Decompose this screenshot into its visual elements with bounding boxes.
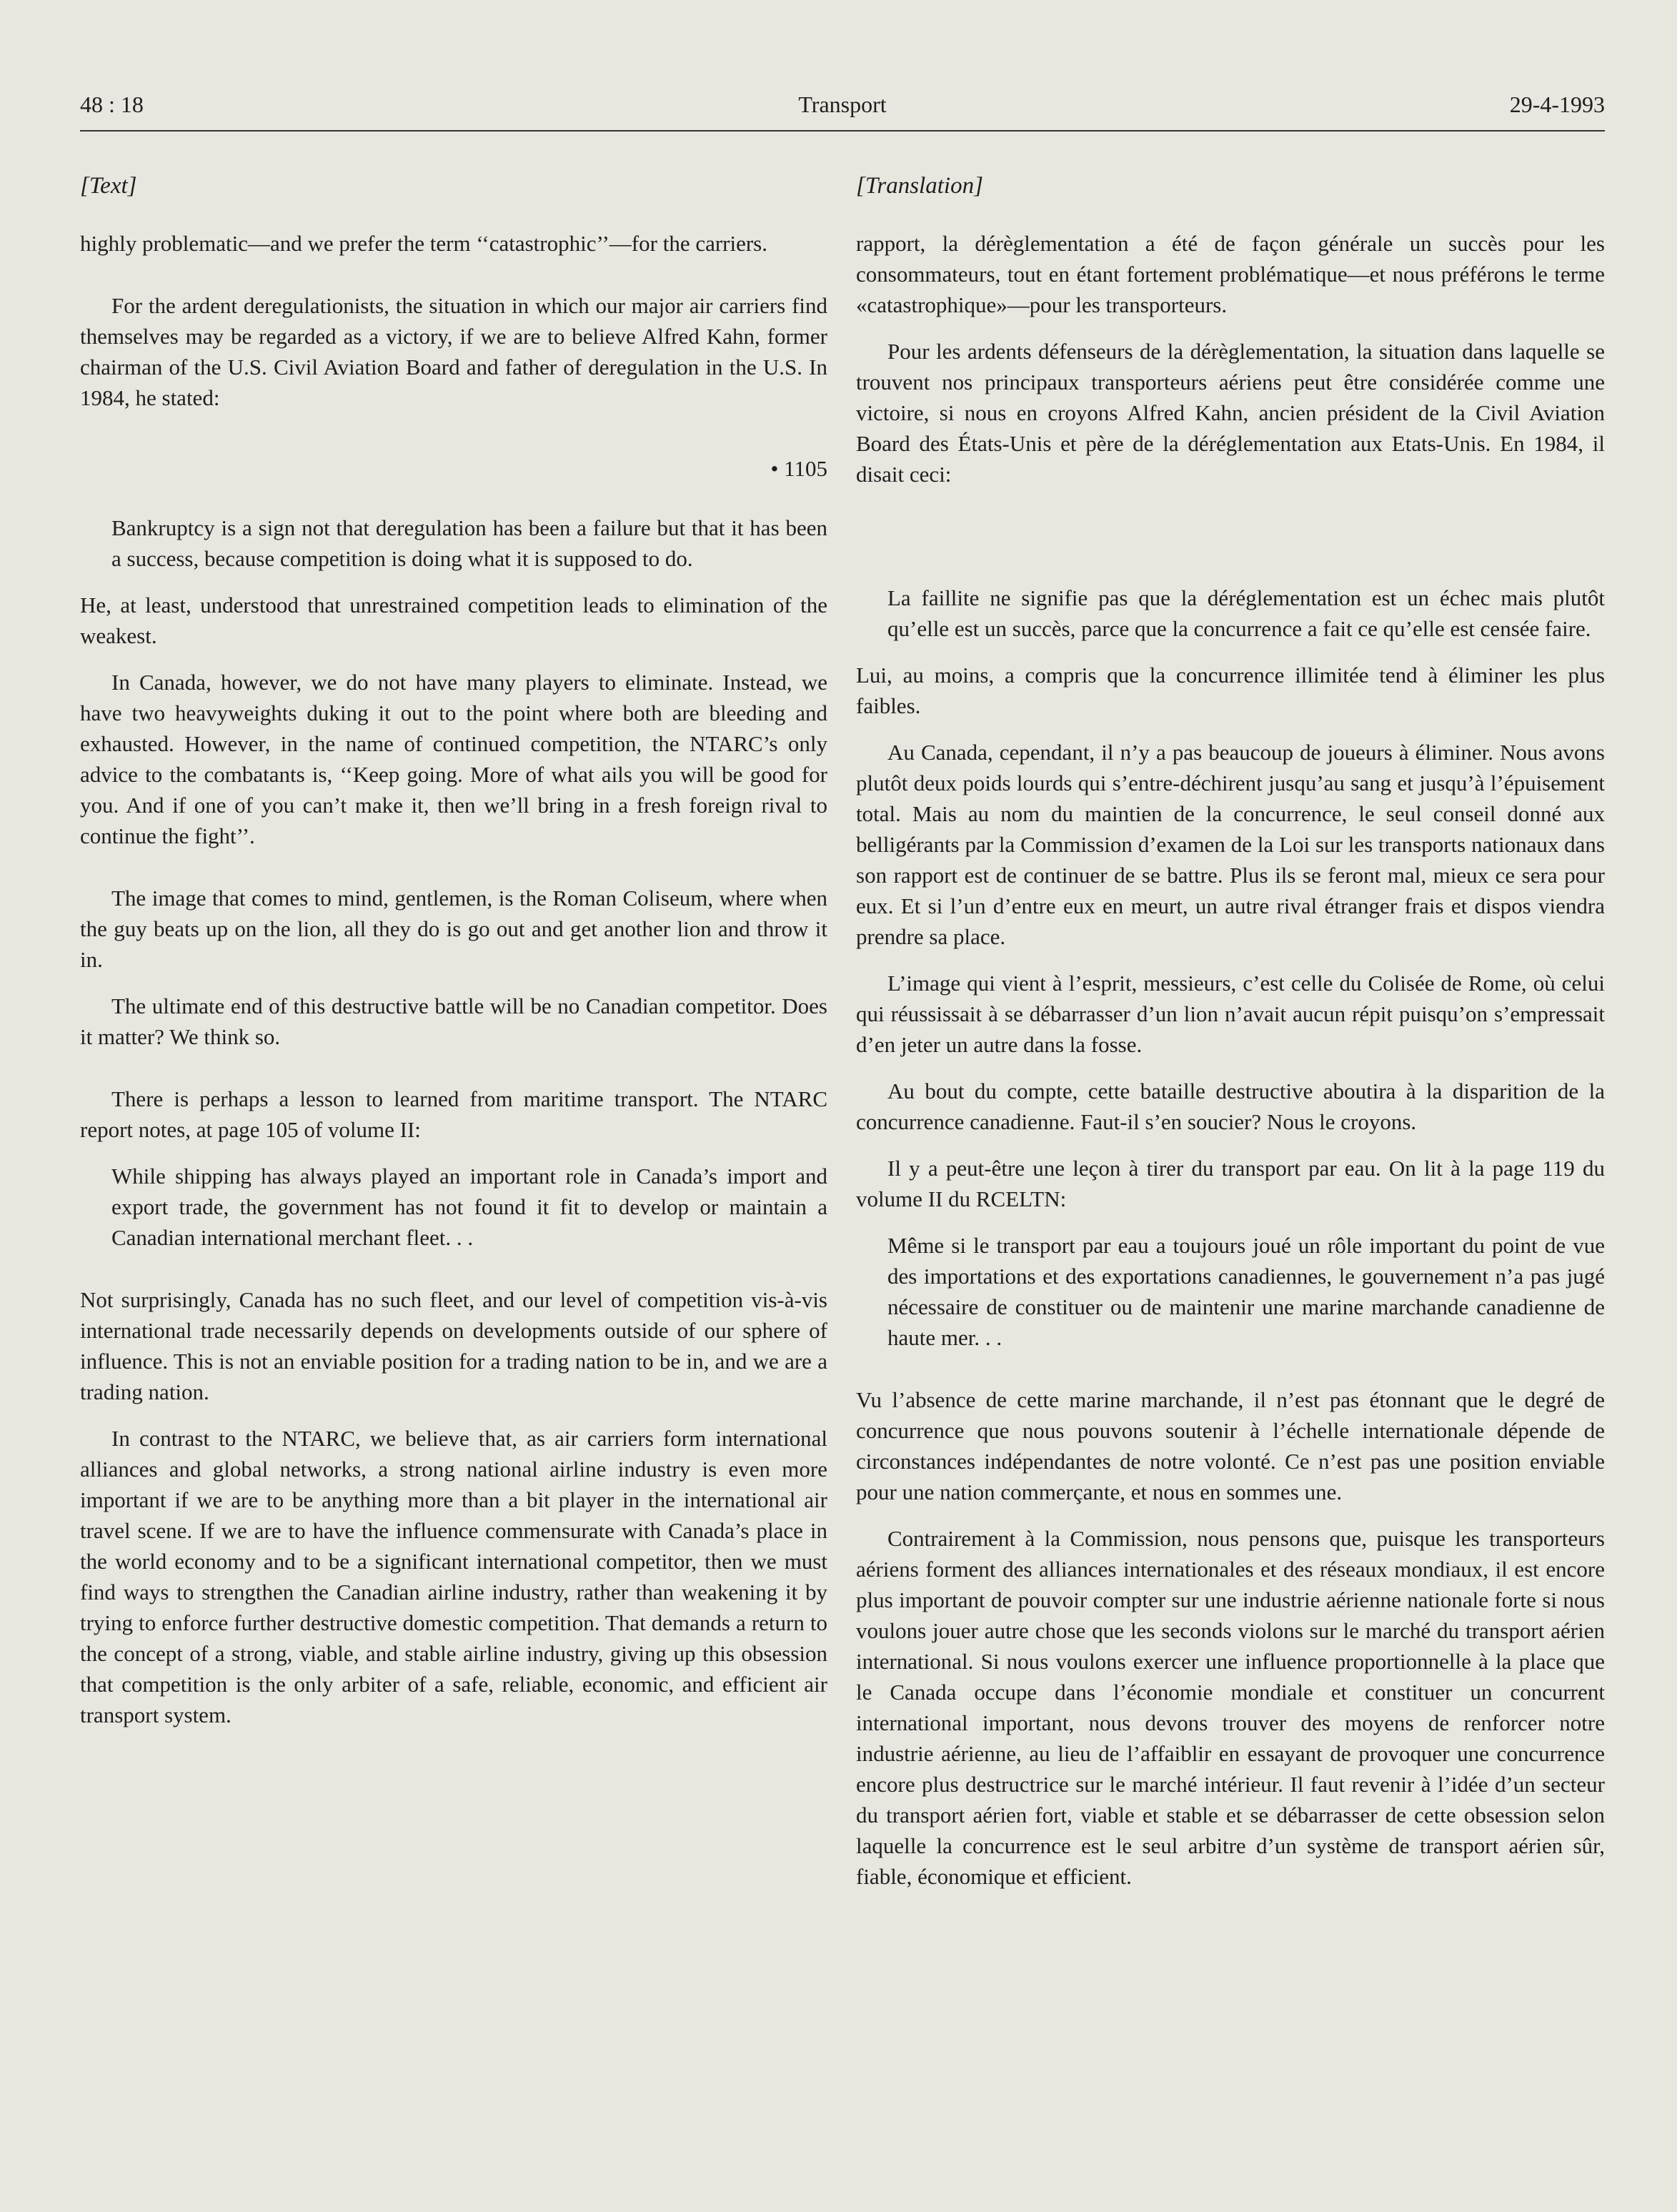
time-marker: • 1105 — [770, 456, 827, 481]
paragraph: Contrairement à la Commission, nous pensons que, puisque les transporteurs aériens forment des alliances internationales et des réseaux mondiaux, il est encore plus important de pouvoir compter sur une industrie aérienne nationale forte si nous voulons jouer autre chose que les seconds violons sur le marché du transport aérien international. Si nous voulons exercer une influence proportionnelle à la place que le Canada occupe dans l’économie mondiale et constituer un concurrent international important, nous devons trouver des moyens de renforcer notre industrie aérienne, au lieu de l’affaiblir en essayant de provoquer une concurrence encore plus destructrice sur le marché intérieur. Il faut revenir à l’idée d’un secteur du transport aérien fort, viable et stable et se débarrasser de cette obsession selon laquelle la concurrence est le seul arbitre d’un système de transport aérien sûr, fiable, économique et efficient. — [856, 1526, 1605, 1889]
paragraph: The image that comes to mind, gentlemen, is the Roman Coliseum, where when the guy beats up on the lion, all they do is go out and get another lion and throw it in. — [80, 886, 827, 972]
paragraph: highly problematic—and we prefer the term ‘‘catastrophic’’—for the carriers. — [80, 231, 767, 256]
paragraph: Au bout du compte, cette bataille destructive aboutira à la disparition de la concurrence canadienne. Faut-il s’en soucier? Nous le croyons. — [856, 1078, 1605, 1134]
quotation: Bankruptcy is a sign not that deregulation has been a failure but that it has been a success, because competition is doing what it is supposed to do. — [111, 515, 827, 571]
paragraph: Lui, au moins, a compris que la concurrence illimitée tend à éliminer les plus faibles. — [856, 663, 1605, 718]
paragraph: For the ardent deregulationists, the situation in which our major air carriers find themselves may be regarded as a victory, if we are to believe Alfred Kahn, former chairman of the U.S. Civil Aviation Board and father of deregulation in the U.S. In 1984, he stated: — [80, 293, 827, 410]
column-label-text: [Text] — [80, 173, 137, 199]
page-number: 48 : 18 — [80, 91, 144, 117]
paragraph: rapport, la dérèglementation a été de façon générale un succès pour les consommateurs, tout en étant fortement problématique—et nous préférons le terme «catastrophique»—pour les transporteurs. — [856, 231, 1605, 317]
header-date: 29-4-1993 — [1509, 91, 1605, 117]
paragraph: Au Canada, cependant, il n’y a pas beaucoup de joueurs à éliminer. Nous avons plutôt deux poids lourds qui s’entre-déchirent jusqu’au sang et jusqu’à l’épuisement total. Mais au nom du maintien de la concurrence, le seul conseil donné aux belligérants par la Commission d’examen de la Loi sur les transports nationaux dans son rapport est de continuer de se battre. Plus ils se feront mal, mieux ce sera pour eux. Et si l’un d’entre eux en meurt, un autre rival étranger frais et dispos viendra prendre sa place. — [856, 740, 1605, 949]
paragraph: The ultimate end of this destructive battle will be no Canadian competitor. Does it matter? We think so. — [80, 993, 827, 1049]
paragraph: L’image qui vient à l’esprit, messieurs, c’est celle du Colisée de Rome, où celui qui réussissait à se débarrasser d’un lion n’avait aucun répit puisqu’on s’empressait d’en jeter un autre dans la fosse. — [856, 971, 1605, 1057]
quotation: While shipping has always played an important role in Canada’s import and export trade, the government has not found it fit to develop or maintain a Canadian international merchant fleet. . . — [111, 1164, 827, 1250]
paragraph: Not surprisingly, Canada has no such fleet, and our level of competition vis-à-vis international trade necessarily depends on developments outside of our sphere of influence. This is not an enviable position for a trading nation to be in, and we are a trading nation. — [80, 1287, 827, 1404]
paragraph: He, at least, understood that unrestrained competition leads to elimination of the weakest. — [80, 592, 827, 648]
quotation: La faillite ne signifie pas que la déréglementation est un échec mais plutôt qu’elle est un succès, parce que la concurrence a fait ce qu’elle est censée faire. — [887, 585, 1605, 641]
paragraph: Vu l’absence de cette marine marchande, il n’est pas étonnant que le degré de concurrence que nous pouvons soutenir à l’échelle internationale dépende de circonstances indépendantes de notre volonté. Ce n’est pas une position enviable pour une nation commerçante, et nous en sommes une. — [856, 1387, 1605, 1504]
paragraph: Pour les ardents défenseurs de la dérèglementation, la situation dans laquelle se trouvent nos principaux transporteurs aériens peut être considérée comme une victoire, si nous en croyons Alfred Kahn, ancien président de la Civil Aviation Board des États-Unis et père de la déréglementation aux Etats-Unis. En 1984, il disait ceci: — [856, 339, 1605, 487]
paragraph: In Canada, however, we do not have many players to eliminate. Instead, we have two heavyweights duking it out to the point where both are bleeding and exhausted. However, in the name of continued competition, the NTARC’s only advice to the combatants is, ‘‘Keep going. More of what ails you will be good for you. And if one of you can’t make it, then we’ll bring in a fresh foreign rival to continue the fight’’. — [80, 670, 827, 848]
paragraph: In contrast to the NTARC, we believe that, as air carriers form international alliances and global networks, a strong national airline industry is even more important if we are to be anything more than a bit player in the international air travel scene. If we are to have the influence commensurate with Canada’s place in the world economy and to be a significant international competitor, then we must find ways to strengthen the Canadian airline industry, rather than weakening it by trying to enforce further destructive domestic competition. That demands a return to the concept of a strong, viable, and stable airline industry, giving up this obsession that competition is the only arbiter of a safe, reliable, economic, and efficient air transport system. — [80, 1426, 827, 1727]
quotation: Même si le transport par eau a toujours joué un rôle important du point de vue des importations et des exportations canadiennes, le gouvernement n’a pas jugé nécessaire de constituer ou de maintenir une marine marchande canadienne de haute mer. . . — [887, 1233, 1605, 1350]
english-column — [80, 173, 827, 1746]
french-column — [856, 173, 1605, 1908]
paragraph: There is perhaps a lesson to learned from maritime transport. The NTARC report notes, at page 105 of volume II: — [80, 1086, 827, 1142]
header-title: Transport — [798, 91, 887, 117]
column-label-translation: [Translation] — [856, 173, 983, 199]
paragraph: Il y a peut-être une leçon à tirer du transport par eau. On lit à la page 119 du volume II du RCELTN: — [856, 1156, 1605, 1211]
running-header — [80, 91, 1605, 132]
